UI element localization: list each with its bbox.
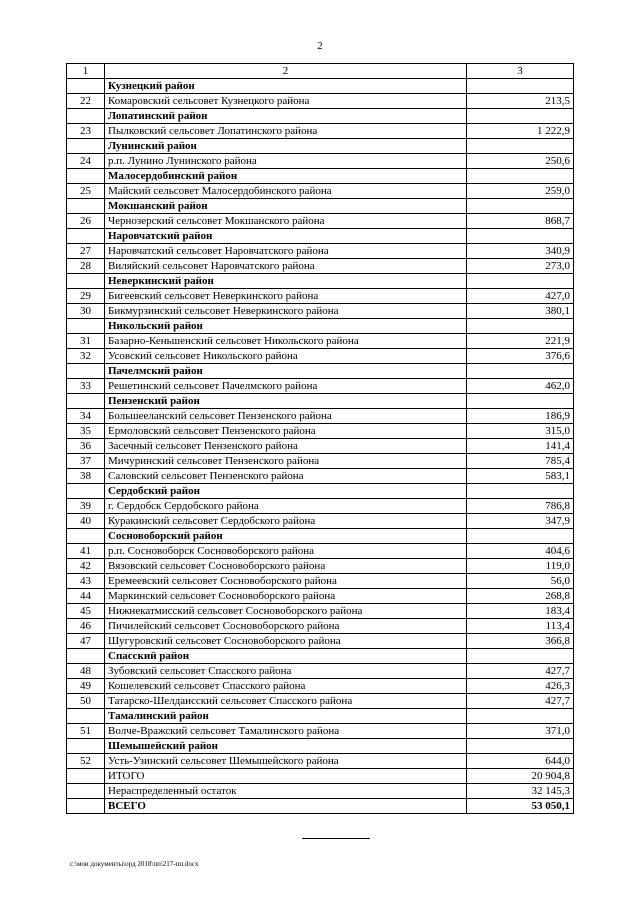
row-value: 347,9: [467, 514, 574, 529]
row-number: [67, 364, 105, 379]
row-number: [67, 319, 105, 334]
row-name: Усть-Узинский сельсовет Шемышейского района: [105, 754, 467, 769]
row-value: 56,0: [467, 574, 574, 589]
district-name: Спасский район: [105, 649, 467, 664]
row-name: Засечный сельсовет Пензенского района: [105, 439, 467, 454]
allocation-table: [66, 63, 574, 814]
district-name: Тамалинский район: [105, 709, 467, 724]
row-number: [67, 709, 105, 724]
row-name: Ермоловский сельсовет Пензенского района: [105, 424, 467, 439]
row-number: 22: [67, 94, 105, 109]
row-name: Пылковский сельсовет Лопатинского района: [105, 124, 467, 139]
district-name: Мокшанский район: [105, 199, 467, 214]
end-divider: [302, 838, 370, 839]
row-number: [67, 739, 105, 754]
district-heading-row: [67, 109, 574, 124]
table-row: [67, 454, 574, 469]
row-name: Маркинский сельсовет Сосновоборского района: [105, 589, 467, 604]
row-value: 1 222,9: [467, 124, 574, 139]
table-row: [67, 244, 574, 259]
row-number: 34: [67, 409, 105, 424]
table-row: [67, 634, 574, 649]
table-row: [67, 499, 574, 514]
row-name: Нижнекатмисский сельсовет Сосновоборского района: [105, 604, 467, 619]
row-number: [67, 139, 105, 154]
row-number: 35: [67, 424, 105, 439]
row-value: 583,1: [467, 469, 574, 484]
row-name: Чернозерский сельсовет Мокшанского района: [105, 214, 467, 229]
row-name: Усовский сельсовет Никольского района: [105, 349, 467, 364]
district-name: Никольский район: [105, 319, 467, 334]
row-number: 52: [67, 754, 105, 769]
row-name: Базарно-Кеньшенский сельсовет Никольского района: [105, 334, 467, 349]
row-number: 38: [67, 469, 105, 484]
row-name: Вязовский сельсовет Сосновоборского района: [105, 559, 467, 574]
district-heading-row: [67, 649, 574, 664]
table-row: [67, 664, 574, 679]
district-heading-row: [67, 319, 574, 334]
row-name: Татарско-Шелдаисский сельсовет Спасского района: [105, 694, 467, 709]
row-number: 33: [67, 379, 105, 394]
row-number: 28: [67, 259, 105, 274]
table-row: [67, 334, 574, 349]
row-number: 51: [67, 724, 105, 739]
district-heading-row: [67, 274, 574, 289]
table-row: [67, 349, 574, 364]
district-heading-row: [67, 79, 574, 94]
row-name: Бикмурзинский сельсовет Неверкинского района: [105, 304, 467, 319]
row-name: г. Сердобск Сердобского района: [105, 499, 467, 514]
row-value: 250,6: [467, 154, 574, 169]
row-name: р.п. Сосновоборск Сосновоборского района: [105, 544, 467, 559]
row-number: 46: [67, 619, 105, 634]
row-name: Решетинский сельсовет Пачелмского района: [105, 379, 467, 394]
row-number: [67, 484, 105, 499]
row-value: [467, 199, 574, 214]
row-number: 26: [67, 214, 105, 229]
row-number: [67, 769, 105, 784]
district-name: Пачелмский район: [105, 364, 467, 379]
row-value: 785,4: [467, 454, 574, 469]
table-row: [67, 304, 574, 319]
table-row: [67, 574, 574, 589]
row-value: [467, 364, 574, 379]
table-row: [67, 439, 574, 454]
row-value: 366,8: [467, 634, 574, 649]
row-value: 868,7: [467, 214, 574, 229]
row-value: [467, 739, 574, 754]
table-row: [67, 124, 574, 139]
row-name: Наровчатский сельсовет Наровчатского района: [105, 244, 467, 259]
row-number: 36: [67, 439, 105, 454]
row-name: Пичилейский сельсовет Сосновоборского района: [105, 619, 467, 634]
table-row: [67, 619, 574, 634]
row-value: 427,7: [467, 664, 574, 679]
row-value: 183,4: [467, 604, 574, 619]
row-name: Комаровский сельсовет Кузнецкого района: [105, 94, 467, 109]
row-value: 53 050,1: [467, 799, 574, 814]
row-name: Саловский сельсовет Пензенского района: [105, 469, 467, 484]
header-col-3: 3: [467, 64, 574, 79]
row-name: Еремеевский сельсовет Сосновоборского района: [105, 574, 467, 589]
district-heading-row: [67, 709, 574, 724]
row-number: [67, 229, 105, 244]
total-row: [67, 799, 574, 814]
row-number: 39: [67, 499, 105, 514]
district-heading-row: [67, 484, 574, 499]
row-number: 44: [67, 589, 105, 604]
row-value: [467, 274, 574, 289]
table-row: [67, 559, 574, 574]
row-number: [67, 109, 105, 124]
row-number: 47: [67, 634, 105, 649]
table-row: [67, 604, 574, 619]
row-name: ИТОГО: [105, 769, 467, 784]
row-number: 29: [67, 289, 105, 304]
district-name: Лопатинский район: [105, 109, 467, 124]
row-value: 462,0: [467, 379, 574, 394]
row-value: [467, 394, 574, 409]
row-number: 40: [67, 514, 105, 529]
row-name: Нераспределенный остаток: [105, 784, 467, 799]
table-row: [67, 589, 574, 604]
row-value: 426,3: [467, 679, 574, 694]
row-number: 42: [67, 559, 105, 574]
row-number: [67, 169, 105, 184]
row-value: [467, 139, 574, 154]
table-row: [67, 409, 574, 424]
file-path: c:\мои документы\орд 2018\пп\217-пп.docx: [70, 860, 199, 868]
district-name: Кузнецкий район: [105, 79, 467, 94]
row-value: 340,9: [467, 244, 574, 259]
table-header-row: [67, 64, 574, 79]
district-name: Наровчатский район: [105, 229, 467, 244]
district-heading-row: [67, 739, 574, 754]
row-value: [467, 484, 574, 499]
row-value: 404,6: [467, 544, 574, 559]
district-heading-row: [67, 139, 574, 154]
row-value: 221,9: [467, 334, 574, 349]
table-body: [67, 79, 574, 814]
row-name: Кошелевский сельсовет Спасского района: [105, 679, 467, 694]
district-name: Пензенский район: [105, 394, 467, 409]
row-value: 380,1: [467, 304, 574, 319]
total-row: [67, 784, 574, 799]
table-row: [67, 94, 574, 109]
row-name: ВСЕГО: [105, 799, 467, 814]
row-value: 20 904,8: [467, 769, 574, 784]
row-name: Бигеевский сельсовет Неверкинского района: [105, 289, 467, 304]
row-number: [67, 784, 105, 799]
row-value: [467, 649, 574, 664]
row-value: 315,0: [467, 424, 574, 439]
row-name: Зубовский сельсовет Спасского района: [105, 664, 467, 679]
table-row: [67, 724, 574, 739]
row-value: 376,6: [467, 349, 574, 364]
row-name: Виляйский сельсовет Наровчатского района: [105, 259, 467, 274]
district-name: Шемышейский район: [105, 739, 467, 754]
table-row: [67, 514, 574, 529]
total-row: [67, 769, 574, 784]
table-row: [67, 469, 574, 484]
row-value: 273,0: [467, 259, 574, 274]
district-name: Сердобский район: [105, 484, 467, 499]
district-heading-row: [67, 529, 574, 544]
row-number: [67, 394, 105, 409]
row-name: Шугуровский сельсовет Сосновоборского района: [105, 634, 467, 649]
row-number: 43: [67, 574, 105, 589]
table-row: [67, 544, 574, 559]
row-value: [467, 709, 574, 724]
row-number: 49: [67, 679, 105, 694]
table-row: [67, 424, 574, 439]
district-name: Неверкинский район: [105, 274, 467, 289]
table-row: [67, 184, 574, 199]
row-value: 427,7: [467, 694, 574, 709]
table-row: [67, 694, 574, 709]
row-number: 30: [67, 304, 105, 319]
row-value: [467, 319, 574, 334]
table-row: [67, 154, 574, 169]
table-row: [67, 754, 574, 769]
row-number: [67, 529, 105, 544]
header-col-2: 2: [105, 64, 467, 79]
row-name: р.п. Лунино Лунинского района: [105, 154, 467, 169]
row-value: 186,9: [467, 409, 574, 424]
row-number: [67, 79, 105, 94]
district-heading-row: [67, 169, 574, 184]
row-number: 50: [67, 694, 105, 709]
row-value: 32 145,3: [467, 784, 574, 799]
row-value: 213,5: [467, 94, 574, 109]
row-name: Волче-Вражский сельсовет Тамалинского района: [105, 724, 467, 739]
table-row: [67, 214, 574, 229]
row-name: Большееланский сельсовет Пензенского района: [105, 409, 467, 424]
row-value: 644,0: [467, 754, 574, 769]
row-value: 427,0: [467, 289, 574, 304]
row-value: [467, 79, 574, 94]
row-name: Куракинский сельсовет Сердобского района: [105, 514, 467, 529]
row-value: [467, 169, 574, 184]
header-col-1: 1: [67, 64, 105, 79]
row-number: [67, 274, 105, 289]
row-number: [67, 649, 105, 664]
row-number: 37: [67, 454, 105, 469]
table-row: [67, 379, 574, 394]
district-heading-row: [67, 364, 574, 379]
row-number: [67, 199, 105, 214]
row-number: 24: [67, 154, 105, 169]
row-name: Мичуринский сельсовет Пензенского района: [105, 454, 467, 469]
row-number: 25: [67, 184, 105, 199]
row-value: [467, 529, 574, 544]
row-number: 48: [67, 664, 105, 679]
district-name: Малосердобинский район: [105, 169, 467, 184]
district-heading-row: [67, 394, 574, 409]
table-row: [67, 679, 574, 694]
row-value: 259,0: [467, 184, 574, 199]
row-value: [467, 109, 574, 124]
table-row: [67, 259, 574, 274]
row-value: 113,4: [467, 619, 574, 634]
row-value: 268,8: [467, 589, 574, 604]
row-value: 119,0: [467, 559, 574, 574]
row-value: 141,4: [467, 439, 574, 454]
district-name: Лунинский район: [105, 139, 467, 154]
row-number: 45: [67, 604, 105, 619]
row-number: [67, 799, 105, 814]
district-heading-row: [67, 229, 574, 244]
row-number: 32: [67, 349, 105, 364]
district-heading-row: [67, 199, 574, 214]
district-name: Сосновоборский район: [105, 529, 467, 544]
table-row: [67, 289, 574, 304]
row-value: [467, 229, 574, 244]
row-value: 786,8: [467, 499, 574, 514]
row-number: 23: [67, 124, 105, 139]
row-value: 371,0: [467, 724, 574, 739]
row-number: 31: [67, 334, 105, 349]
row-name: Майский сельсовет Малосердобинского района: [105, 184, 467, 199]
page-number: 2: [317, 40, 323, 52]
row-number: 41: [67, 544, 105, 559]
row-number: 27: [67, 244, 105, 259]
